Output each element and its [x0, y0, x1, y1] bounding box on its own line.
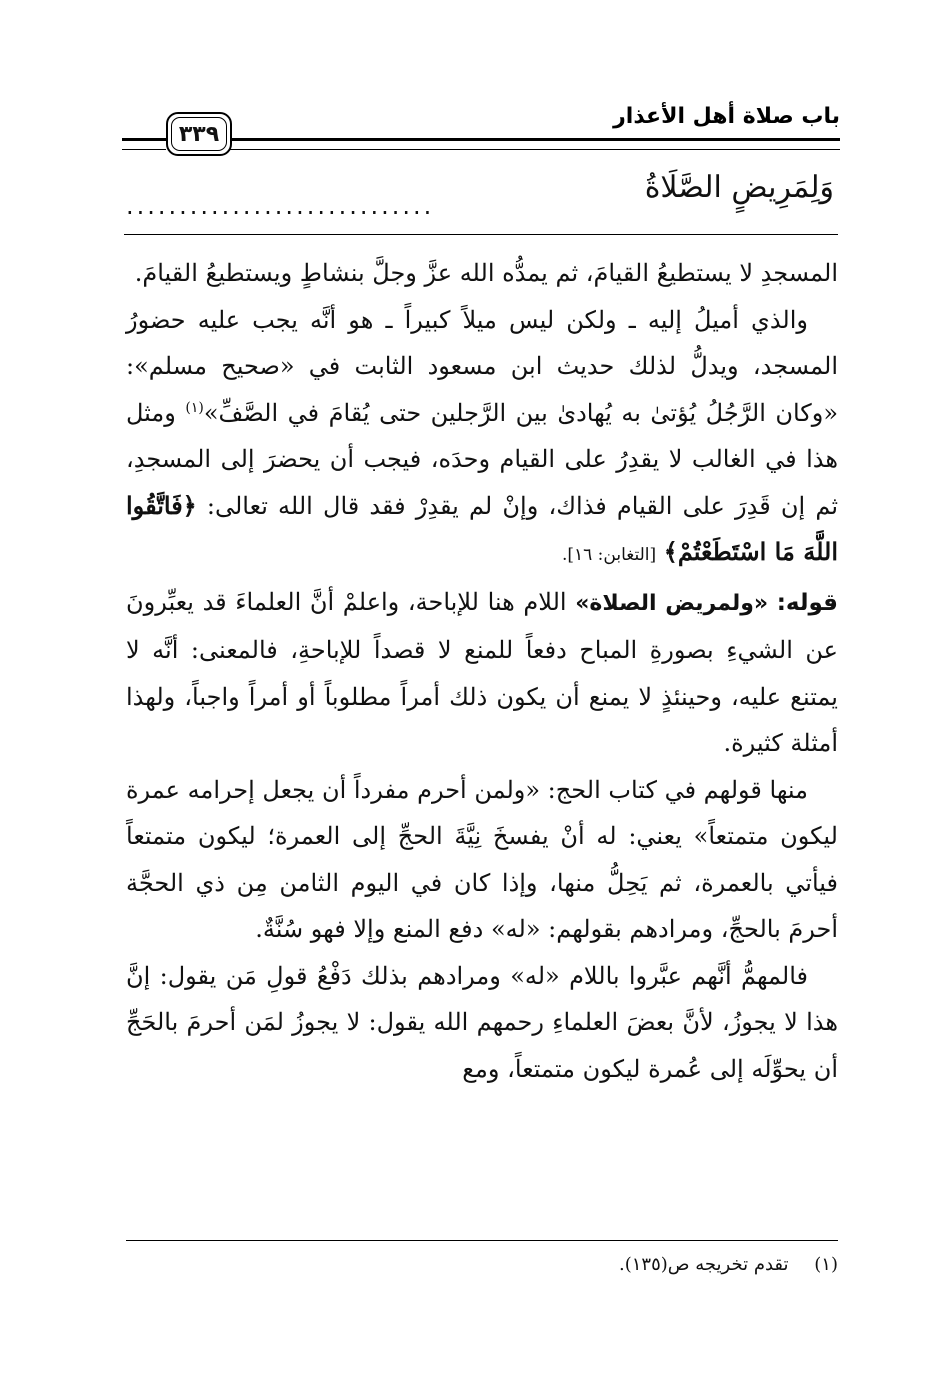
header-rule — [230, 138, 840, 150]
paragraph-2-text-b: ومثل هذا في الغالب لا يقدِرُ على القيام وحدَه، فيجب أن يحضرَ إلى المسجدِ، ثم إن قَدِرَ على القيام فذاك، وإنْ لم يقدِرْ فقد قال الله تعالى: — [126, 398, 838, 520]
footnote-text: تقدم تخريجه ص(١٣٥). — [618, 1254, 789, 1275]
footnote-reference[interactable]: (١) — [185, 399, 204, 416]
running-title: باب صلاة أهل الأعذار — [613, 104, 840, 129]
paragraph-2-text-a: والذي أميلُ إليه ـ ولكن ليس ميلاً كبيراً ـ هو أنَّه يجب عليه حضورُ المسجد، ويدلُّ لذلك حديث ابن مسعود الثابت في «صحيح مسلم»: «وكان الرَّجُلُ يُؤتىٰ به يُهادىٰ بين الرَّجلين حتى يُقامَ في الصَّفِّ» — [126, 305, 838, 427]
footnote-number: (١) — [814, 1254, 838, 1275]
matn-dots: ............................. — [126, 192, 435, 220]
commentary-lead: قوله: — [776, 589, 838, 616]
body-text — [126, 250, 838, 1092]
footnote-separator — [126, 1240, 838, 1241]
header-rule-left — [122, 138, 166, 150]
paragraph-4: منها قولهم في كتاب الحج: «ولمن أحرم مفرداً أن يجعل إحرامه عمرة ليكون متمتعاً» يعني: له أنْ يفسخَ نِيَّةَ الحجِّ إلى العمرة؛ ليكون متمتعاً فيأتي بالعمرة، ثم يَحِلُّ منها، وإذا كان في اليوم الثامن مِن ذي الحجَّة أحرمَ بالحجِّ، ومرادهم بقولهم: «له» دفع المنع وإلا فهو سُنَّةٌ. — [125, 775, 838, 943]
matn-separator — [124, 234, 838, 235]
paragraph-3-text: اللام هنا للإباحة، واعلمْ أنَّ العلماءَ قد يعبِّرونَ عن الشيءِ بصورةِ المباح دفعاً للمنع لا قصداً للإباحةِ، فالمعنى: أنَّه لا يمتنع عليه، وحينئذٍ لا يمنع أن يكون ذلك أمراً مطلوباً أو أمراً واجباً، ولهذا أمثلة كثيرة. — [126, 587, 838, 757]
commentary-quote: «ولمريض الصلاة» — [575, 590, 769, 616]
verse-citation: [التغابن: ١٦]. — [561, 545, 657, 565]
paragraph-5: فالمهمُّ أنَّهم عبَّروا باللام «له» ومرادهم بذلك دَفْعُ قولِ مَن يقول: إنَّ هذا لا يجوزُ، لأنَّ بعضَ العلماءِ رحمهم الله يقول: لا يجوزُ لمَن أحرمَ بالحَجِّ أن يحوِّلَه إلى عُمرة ليكون متمتعاً، ومع — [126, 961, 838, 1083]
page-header — [122, 96, 840, 158]
page-number: ٣٣٩ — [178, 121, 220, 147]
paragraph-2 — [126, 297, 838, 579]
page-number-frame — [166, 112, 232, 156]
paragraph-3 — [126, 579, 838, 767]
paragraph-1: المسجدِ لا يستطيعُ القيامَ، ثم يمدُّه الله عزَّ وجلَّ بنشاطٍ ويستطيعُ القيامَ. — [134, 259, 838, 287]
matn-line — [122, 166, 840, 226]
quran-verse: ﴿فَاتَّقُوا اللَّهَ مَا اسْتَطَعْتُمْ﴾ — [126, 490, 838, 566]
footnote — [619, 1254, 838, 1275]
matn-text: وَلِمَرِيضٍ الصَّلَاةُ — [644, 170, 834, 205]
